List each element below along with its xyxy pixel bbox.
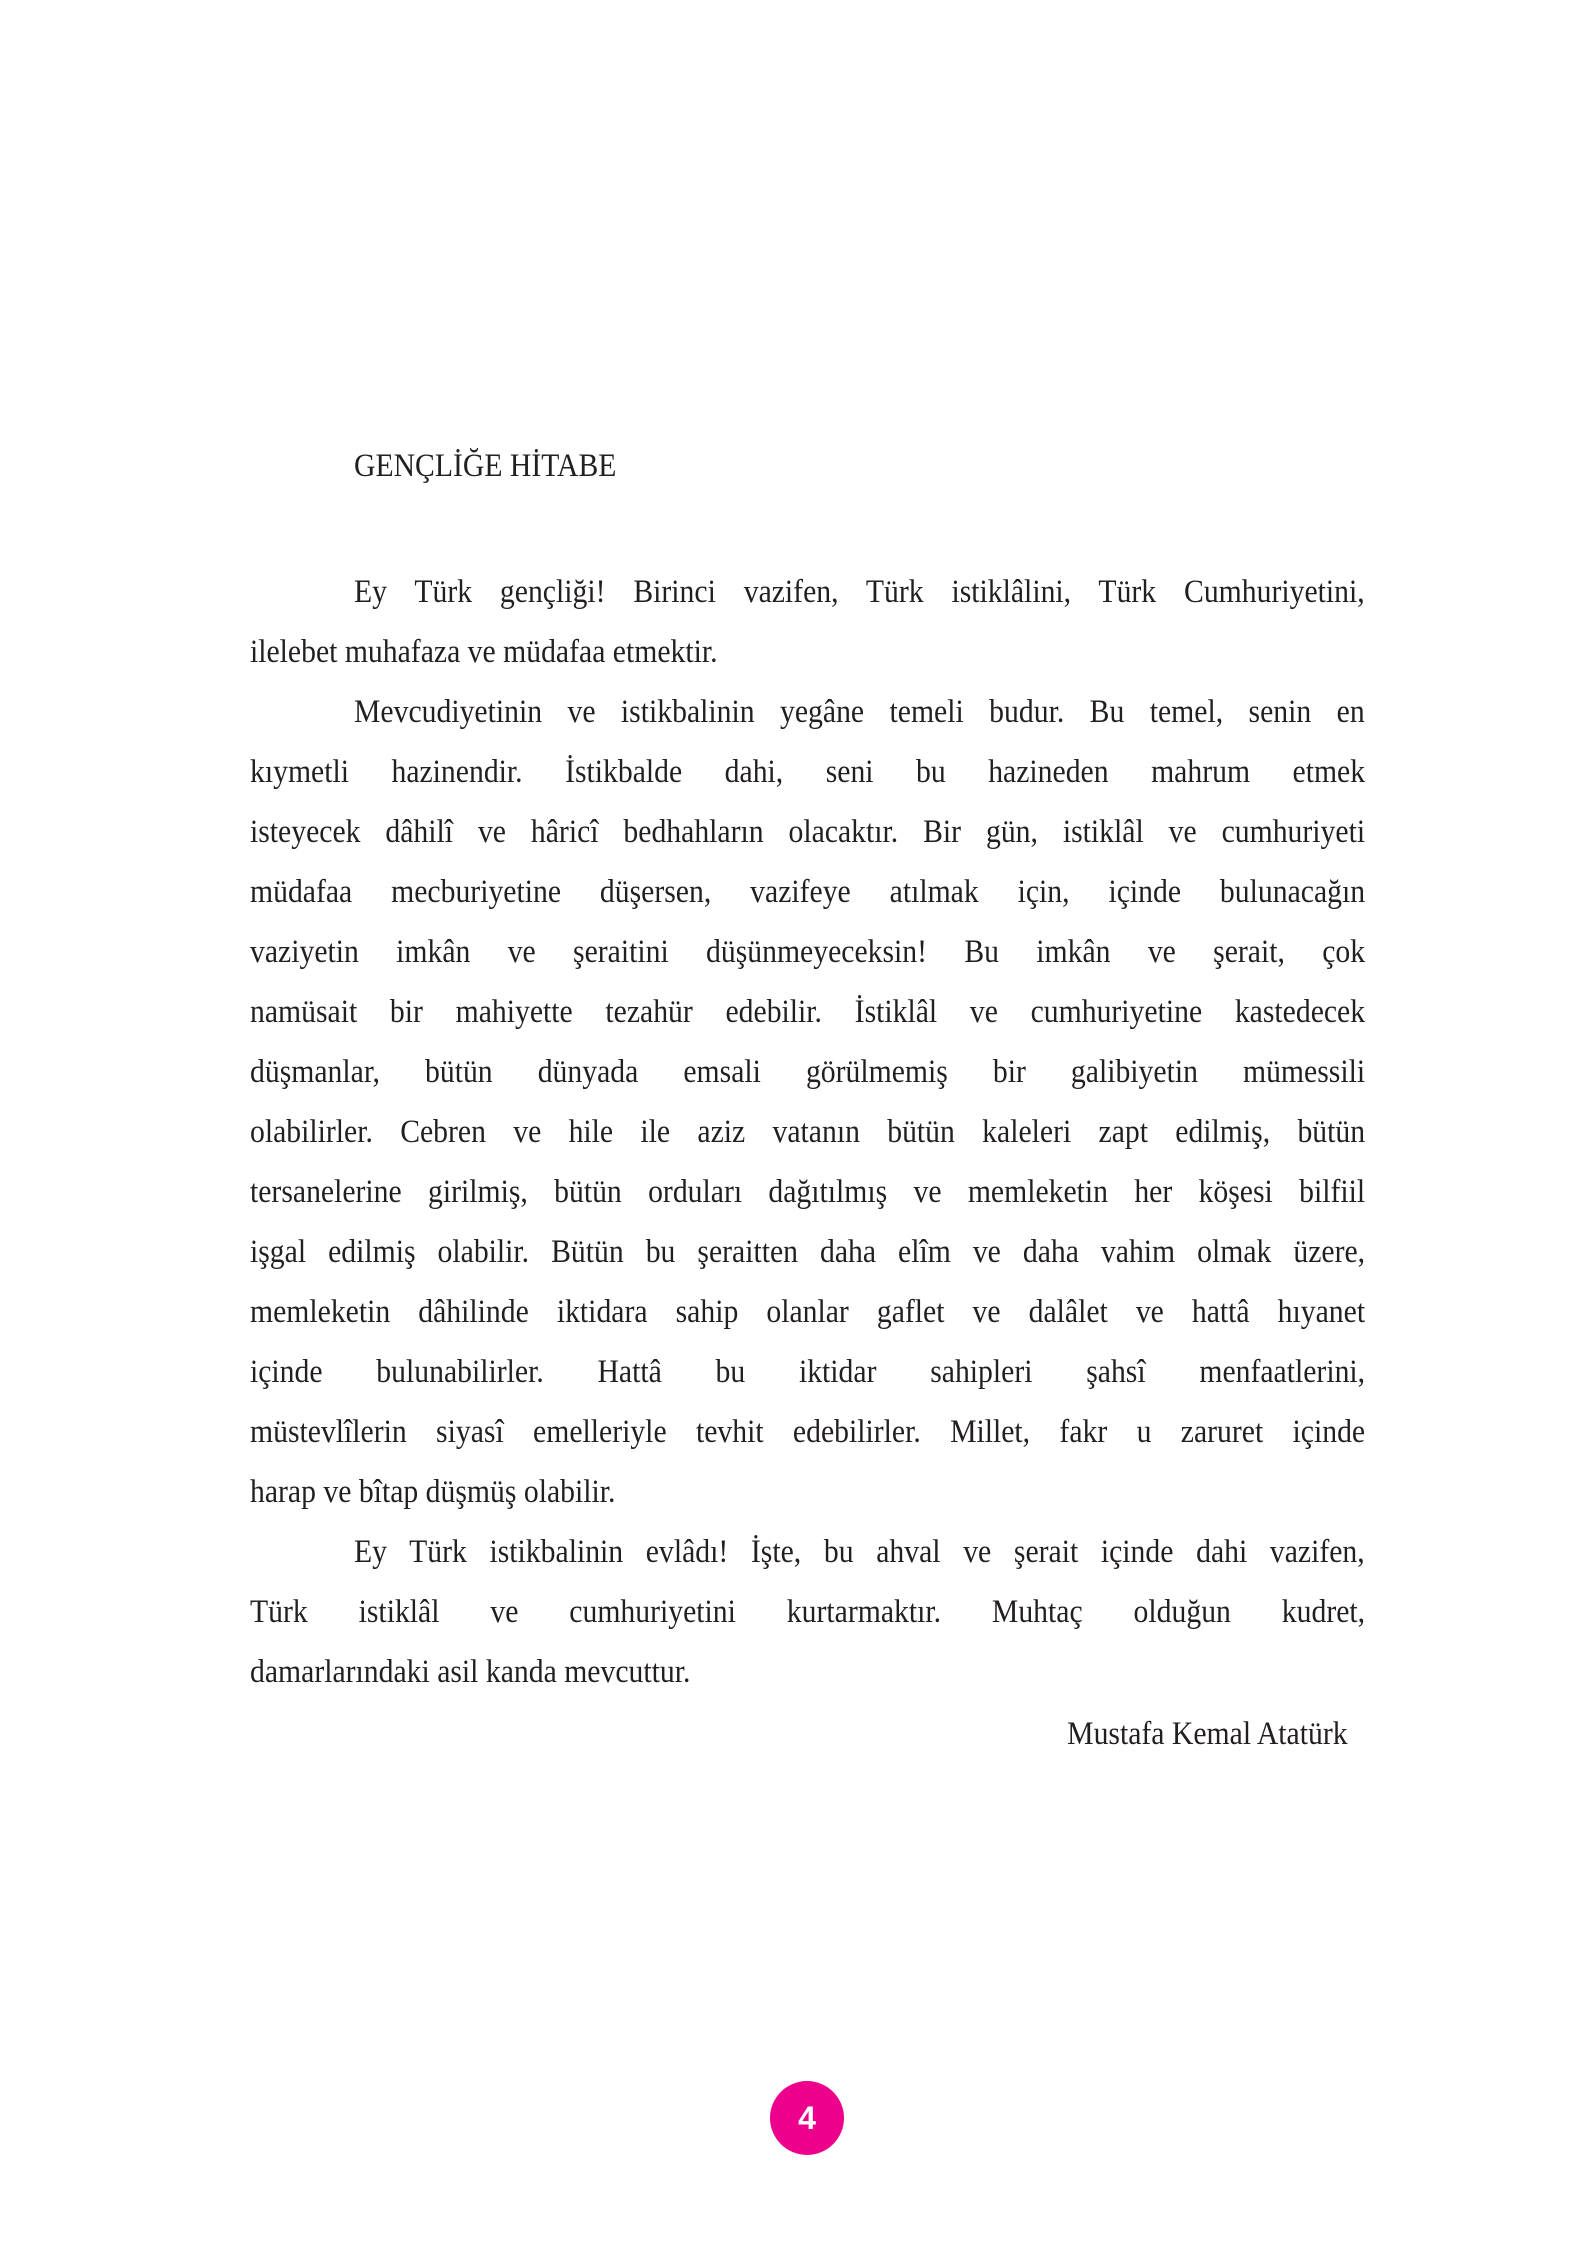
text-line: isteyecek dâhilî ve hâricî bedhahların olacaktır. Bir gün, istiklâl ve cumhuriyeti	[250, 814, 1366, 850]
text-line: Ey Türk gençliği! Birinci vazifen, Türk istiklâlini, Türk Cumhuriyetini,	[354, 574, 1365, 610]
text-line: işgal edilmiş olabilir. Bütün bu şeraitten daha elîm ve daha vahim olmak üzere,	[250, 1234, 1366, 1270]
text-line: müdafaa mecburiyetine düşersen, vazifeye atılmak için, içinde bulunacağın	[250, 874, 1366, 910]
text-line: ilelebet muhafaza ve müdafaa etmektir.	[250, 634, 718, 670]
text-line: içinde bulunabilirler. Hattâ bu iktidar sahipleri şahsî menfaatlerini,	[250, 1354, 1366, 1390]
text-line: Mevcudiyetinin ve istikbalinin yegâne temeli budur. Bu temel, senin en	[354, 694, 1365, 730]
speech-body	[250, 562, 1365, 1702]
text-line: olabilirler. Cebren ve hile ile aziz vatanın bütün kaleleri zapt edilmiş, bütün	[250, 1114, 1366, 1150]
text-line: damarlarındaki asil kanda mevcuttur.	[250, 1654, 691, 1690]
text-line: tersanelerine girilmiş, bütün orduları dağıtılmış ve memleketin her köşesi bilfiil	[250, 1174, 1366, 1210]
signature: Mustafa Kemal Atatürk	[1067, 1716, 1348, 1752]
document-title: GENÇLİĞE HİTABE	[354, 448, 617, 484]
text-line: Türk istiklâl ve cumhuriyetini kurtarmaktır. Muhtaç olduğun kudret,	[250, 1594, 1366, 1630]
text-line: memleketin dâhilinde iktidara sahip olanlar gaflet ve dalâlet ve hattâ hıyanet	[250, 1294, 1366, 1330]
text-line: harap ve bîtap düşmüş olabilir.	[250, 1474, 616, 1510]
text-line: müstevlîlerin siyasî emelleriyle tevhit edebilirler. Millet, fakr u zaruret içinde	[250, 1414, 1366, 1450]
text-line: namüsait bir mahiyette tezahür edebilir. İstiklâl ve cumhuriyetine kastedecek	[250, 994, 1366, 1030]
text-line: düşmanlar, bütün dünyada emsali görülmemiş bir galibiyetin mümessili	[250, 1054, 1366, 1090]
text-line: kıymetli hazinendir. İstikbalde dahi, seni bu hazineden mahrum etmek	[250, 754, 1366, 790]
page-number-badge: 4	[770, 2081, 844, 2155]
text-line: Ey Türk istikbalinin evlâdı! İşte, bu ahval ve şerait içinde dahi vazifen,	[354, 1534, 1365, 1570]
text-line: vaziyetin imkân ve şeraitini düşünmeyeceksin! Bu imkân ve şerait, çok	[250, 934, 1366, 970]
